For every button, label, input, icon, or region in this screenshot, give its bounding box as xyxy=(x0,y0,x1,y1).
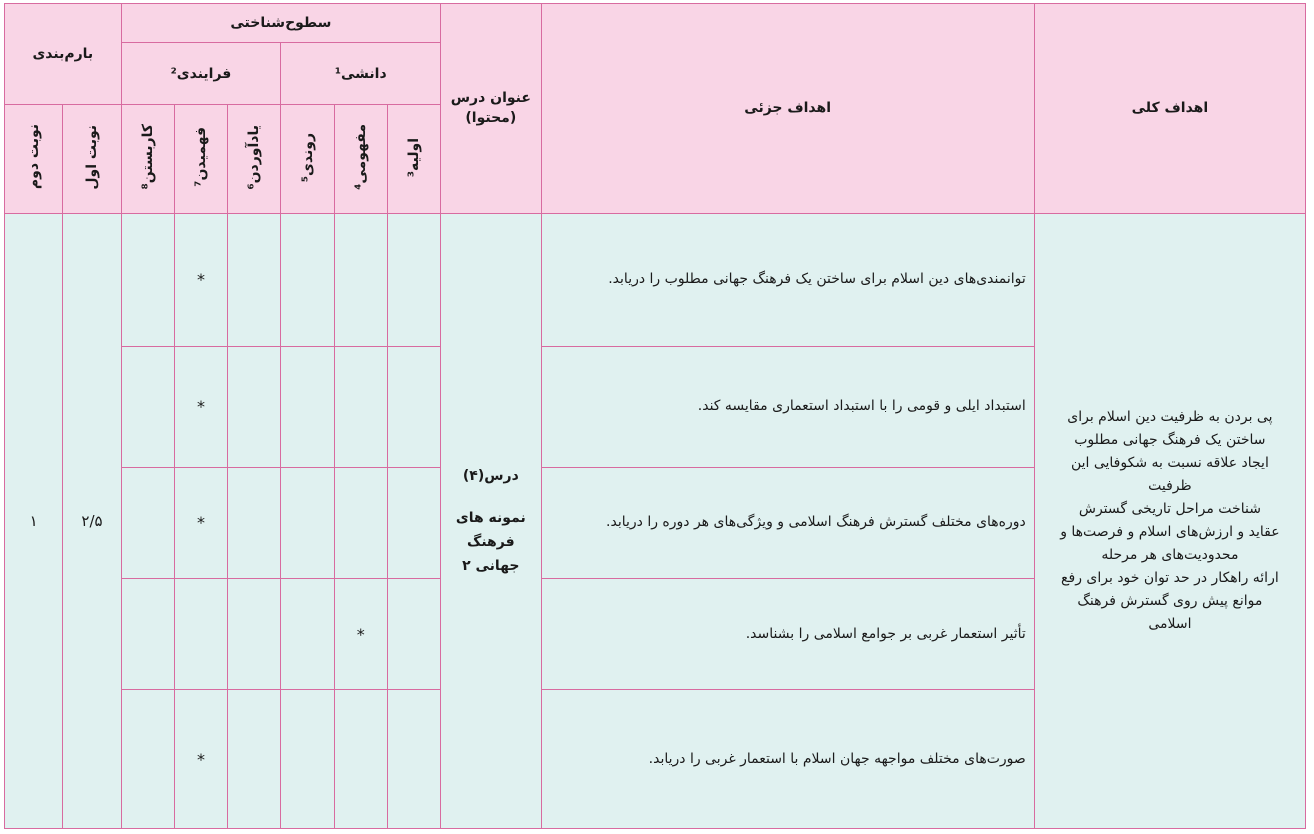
header-process: فرایندی² xyxy=(121,43,281,105)
header-avalie: اولیه³ xyxy=(387,105,440,213)
mark-fahmidan: * xyxy=(174,690,227,829)
header-nobat-dovom: نوبت دوم xyxy=(5,105,63,213)
mark-fahmidan: * xyxy=(174,347,227,467)
mark-yadavardan xyxy=(228,690,281,829)
mark-ravandi xyxy=(281,467,334,578)
mark-karbastan xyxy=(121,347,174,467)
lesson-title-line: فرهنگ xyxy=(467,533,515,550)
mark-ravandi xyxy=(281,347,334,467)
mark-yadavardan xyxy=(228,579,281,690)
mark-karbastan xyxy=(121,467,174,578)
mark-mafhoomi xyxy=(334,213,387,346)
general-goal-line: ارائه راهکار در حد توان خود برای رفع xyxy=(1061,569,1279,586)
mark-avalie xyxy=(387,690,440,829)
header-karbastan: کاربستن⁸ xyxy=(121,105,174,213)
header-yadavardan: یادآوردن⁶ xyxy=(228,105,281,213)
curriculum-table xyxy=(4,3,1306,829)
mark-yadavardan xyxy=(228,213,281,346)
header-general-goals: اهداف کلی xyxy=(1034,4,1305,214)
mark-ravandi xyxy=(281,690,334,829)
mark-ravandi xyxy=(281,213,334,346)
general-goal-line: شناخت مراحل تاریخی گسترش xyxy=(1078,500,1261,517)
general-goal-cell xyxy=(1034,213,1305,828)
header-scoring: بارم‌بندی xyxy=(5,4,122,105)
mark-mafhoomi: * xyxy=(334,579,387,690)
general-goal-line: ظرفیت xyxy=(1148,477,1192,494)
general-goal-line: ایجاد علاقه نسبت به شکوفایی این xyxy=(1070,454,1269,471)
header-lesson-title-line1: عنوان درس xyxy=(450,90,531,107)
mark-avalie xyxy=(387,213,440,346)
general-goal-line: اسلامی xyxy=(1148,615,1192,632)
mark-karbastan xyxy=(121,213,174,346)
header-lesson-title xyxy=(441,4,541,214)
lesson-number: درس(۴) xyxy=(462,467,519,484)
lesson-title-line: جهانی ۲ xyxy=(462,557,520,574)
mark-fahmidan: * xyxy=(174,213,227,346)
score-nobat-aval: ۲/۵ xyxy=(63,213,121,828)
mark-avalie xyxy=(387,579,440,690)
header-ravandi: روندی⁵ xyxy=(281,105,334,213)
mark-avalie xyxy=(387,467,440,578)
mark-mafhoomi xyxy=(334,690,387,829)
header-lesson-title-line2: (محتوا) xyxy=(465,110,517,127)
objective-cell: تأثیر استعمار غربی بر جوامع اسلامی را بشناسد. xyxy=(541,579,1034,690)
curriculum-table-wrapper xyxy=(4,3,1306,829)
score-nobat-dovom: ۱ xyxy=(5,213,63,828)
header-mafhoomi: مفهومی⁴ xyxy=(334,105,387,213)
mark-mafhoomi xyxy=(334,347,387,467)
objective-cell: استبداد ایلی و قومی را با استبداد استعماری مقایسه کند. xyxy=(541,347,1034,467)
header-nobat-aval: نوبت اول xyxy=(63,105,121,213)
general-goal-line: عقاید و ارزش‌های اسلام و فرصت‌ها و xyxy=(1060,523,1280,540)
objective-cell: توانمندی‌های دین اسلام برای ساختن یک فرهنگ جهانی مطلوب را دریابد. xyxy=(541,213,1034,346)
mark-ravandi xyxy=(281,579,334,690)
general-goal-line: محدودیت‌های هر مرحله xyxy=(1101,546,1239,563)
header-knowledge: دانشی¹ xyxy=(281,43,441,105)
objective-cell: صورت‌های مختلف مواجهه جهان اسلام با استعمار غربی را دریابد. xyxy=(541,690,1034,829)
objective-cell: دوره‌های مختلف گسترش فرهنگ اسلامی و ویژگی‌های هر دوره را دریابد. xyxy=(541,467,1034,578)
lesson-title-line: نمونه های xyxy=(455,509,526,526)
header-fahmidan: فهمیدن⁷ xyxy=(174,105,227,213)
mark-fahmidan xyxy=(174,579,227,690)
header-cognitive-levels: سطوح‌شناختی xyxy=(121,4,440,43)
general-goal-line: ساختن یک فرهنگ جهانی مطلوب xyxy=(1074,431,1266,448)
mark-fahmidan: * xyxy=(174,467,227,578)
mark-mafhoomi xyxy=(334,467,387,578)
lesson-title-cell xyxy=(441,213,541,828)
mark-avalie xyxy=(387,347,440,467)
mark-yadavardan xyxy=(228,347,281,467)
mark-karbastan xyxy=(121,579,174,690)
general-goal-line: موانع پیش روی گسترش فرهنگ xyxy=(1077,592,1263,609)
mark-karbastan xyxy=(121,690,174,829)
general-goal-line: پی بردن به ظرفیت دین اسلام برای xyxy=(1067,408,1273,425)
header-specific-objectives: اهداف جزئی xyxy=(541,4,1034,214)
mark-yadavardan xyxy=(228,467,281,578)
